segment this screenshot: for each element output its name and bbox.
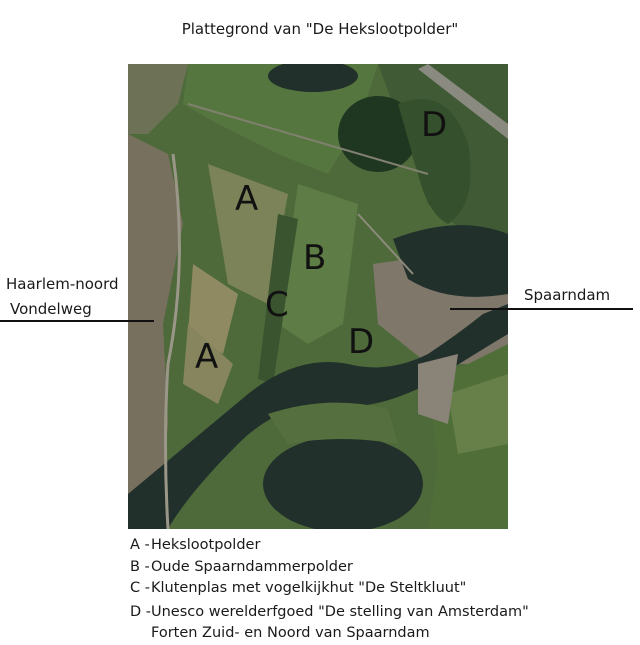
left-pointer-line (0, 320, 154, 322)
legend-item (130, 557, 529, 579)
legend-key: A - (130, 537, 150, 553)
right-pointer-line (450, 308, 633, 310)
legend-key: C - (130, 580, 150, 596)
map-label-d-south: D (348, 322, 375, 362)
legend-text: Unesco werelderfgoed "De stelling van Amsterdam" (151, 603, 529, 620)
map-label-c: C (265, 285, 289, 325)
legend-key: D - (130, 603, 152, 620)
left-label-line2: Vondelweg (10, 300, 92, 318)
right-label: Spaarndam (524, 286, 611, 304)
legend-text-continued: Forten Zuid- en Noord van Spaarndam (151, 625, 430, 641)
legend-text: Klutenplas met vogelkijkhut "De Steltkluut" (151, 580, 467, 596)
map-legend (130, 535, 529, 645)
map-label-b: B (303, 238, 327, 278)
legend-text: Oude Spaarndammerpolder (151, 558, 353, 575)
map-label-d-north: D (421, 105, 448, 145)
left-label-line1: Haarlem-noord (6, 275, 119, 293)
legend-key: B - (130, 558, 150, 575)
page-title: Plattegrond van "De Hekslootpolder" (181, 20, 459, 38)
map-label-a-north: A (235, 179, 259, 219)
legend-item (130, 578, 529, 600)
legend-text: Hekslootpolder (151, 537, 261, 553)
legend-item (130, 535, 529, 557)
satellite-map (128, 64, 508, 529)
legend-item (130, 602, 529, 624)
map-label-a-south: A (195, 337, 219, 377)
satellite-image (128, 64, 508, 529)
